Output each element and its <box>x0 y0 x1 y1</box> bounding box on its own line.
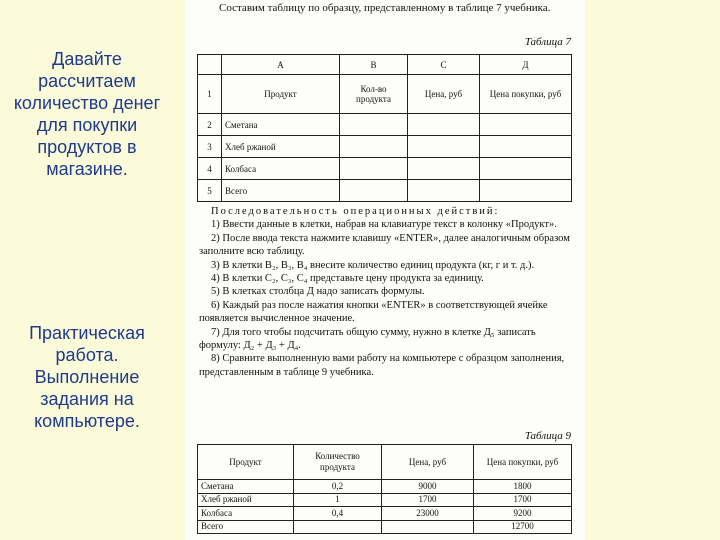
step-item: 2) После ввода текста нажмите клавишу «ENTER», далее аналогичным образом заполните всю таблицу. <box>199 232 570 258</box>
product-cell: Колбаса <box>222 158 340 180</box>
col-letter: С <box>408 55 480 75</box>
empty-cell <box>340 114 408 136</box>
empty-cell <box>408 114 480 136</box>
table-row <box>198 520 572 534</box>
table-row <box>198 158 572 180</box>
table-row <box>198 180 572 202</box>
quantity-cell: 1 <box>294 493 382 507</box>
header-cell: Цена, руб <box>408 75 480 114</box>
intro-line: Составим таблицу по образцу, представленному в таблице 7 учебника. <box>219 2 551 14</box>
header-cell: Цена покупки, руб <box>474 445 572 480</box>
header-cell: Цена, руб <box>382 445 474 480</box>
product-cell: Всего <box>222 180 340 202</box>
row-number: 2 <box>198 114 222 136</box>
column-letter-row <box>198 55 572 75</box>
empty-cell <box>340 136 408 158</box>
header-row <box>198 445 572 480</box>
quantity-cell <box>294 520 382 534</box>
textbook-scan <box>185 0 585 540</box>
total-cell: 9200 <box>474 507 572 521</box>
table-row <box>198 114 572 136</box>
table-row <box>198 480 572 494</box>
product-cell: Хлеб ржаной <box>222 136 340 158</box>
row-number: 5 <box>198 180 222 202</box>
header-cell: Кол-во продукта <box>340 75 408 114</box>
total-cell: 1800 <box>474 480 572 494</box>
empty-cell <box>480 158 572 180</box>
price-cell <box>382 520 474 534</box>
table7-caption: Таблица 7 <box>524 36 571 48</box>
col-letter: А <box>222 55 340 75</box>
product-cell: Сметана <box>222 114 340 136</box>
header-cell: Продукт <box>222 75 340 114</box>
row-number: 1 <box>198 75 222 114</box>
step-item: 5) В клетках столбца Д надо записать формулы. <box>211 286 425 298</box>
empty-cell <box>408 136 480 158</box>
empty-cell <box>480 180 572 202</box>
empty-cell <box>340 180 408 202</box>
corner-cell <box>198 55 222 75</box>
empty-cell <box>408 158 480 180</box>
table-7 <box>197 54 572 202</box>
quantity-cell: 0,4 <box>294 507 382 521</box>
product-cell: Сметана <box>198 480 294 494</box>
step-item: 6) Каждый раз после нажатия кнопки «ENTER» в соответствующей ячейке появляется вычисленное значение. <box>199 299 548 325</box>
row-number: 4 <box>198 158 222 180</box>
steps-title: Последовательность операционных действий: <box>211 206 500 217</box>
empty-cell <box>480 114 572 136</box>
step-item: 4) В клетки С₂, С₃, С₄ представьте цену продукта за единицу. <box>211 273 484 285</box>
product-cell: Колбаса <box>198 507 294 521</box>
price-cell: 9000 <box>382 480 474 494</box>
table9-caption: Таблица 9 <box>524 430 571 442</box>
empty-cell <box>408 180 480 202</box>
header-cell: Цена покупки, руб <box>480 75 572 114</box>
step-item: 7) Для того чтобы подсчитать общую сумму, нужно в клетке Д₅ записать формулу: Д₂ + Д₃ + Д₄. <box>199 326 536 352</box>
row-number: 3 <box>198 136 222 158</box>
total-cell: 12700 <box>474 520 572 534</box>
table-9 <box>197 444 572 534</box>
steps-block <box>199 205 575 379</box>
price-cell: 1700 <box>382 493 474 507</box>
step-item: 3) В клетки В₂, В₃, В₄ внесите количество единиц продукта (кг, г и т. д.). <box>211 259 535 271</box>
table-row <box>198 136 572 158</box>
step-item: 1) Ввести данные в клетки, набрав на клавиатуре текст в колонку «Продукт». <box>211 219 557 231</box>
total-cell: 1700 <box>474 493 572 507</box>
price-cell: 23000 <box>382 507 474 521</box>
empty-cell <box>480 136 572 158</box>
quantity-cell: 0,2 <box>294 480 382 494</box>
practice-text: Практическая работа. Выполнение задания на компьютере. <box>29 323 145 431</box>
product-cell: Хлеб ржаной <box>198 493 294 507</box>
left-panel <box>0 0 180 540</box>
intro-text: Давайте рассчитаем количество денег для покупки продуктов в магазине. <box>13 49 161 179</box>
header-cell: Продукт <box>198 445 294 480</box>
table-row <box>198 493 572 507</box>
table-row <box>198 507 572 521</box>
header-row <box>198 75 572 114</box>
empty-cell <box>340 158 408 180</box>
col-letter: В <box>340 55 408 75</box>
product-cell: Всего <box>198 520 294 534</box>
col-letter: Д <box>480 55 572 75</box>
header-cell: Количество продукта <box>294 445 382 480</box>
step-item: 8) Сравните выполненную вами работу на компьютере с образцом заполнения, представленным в таблице 9 учебника. <box>199 353 565 378</box>
